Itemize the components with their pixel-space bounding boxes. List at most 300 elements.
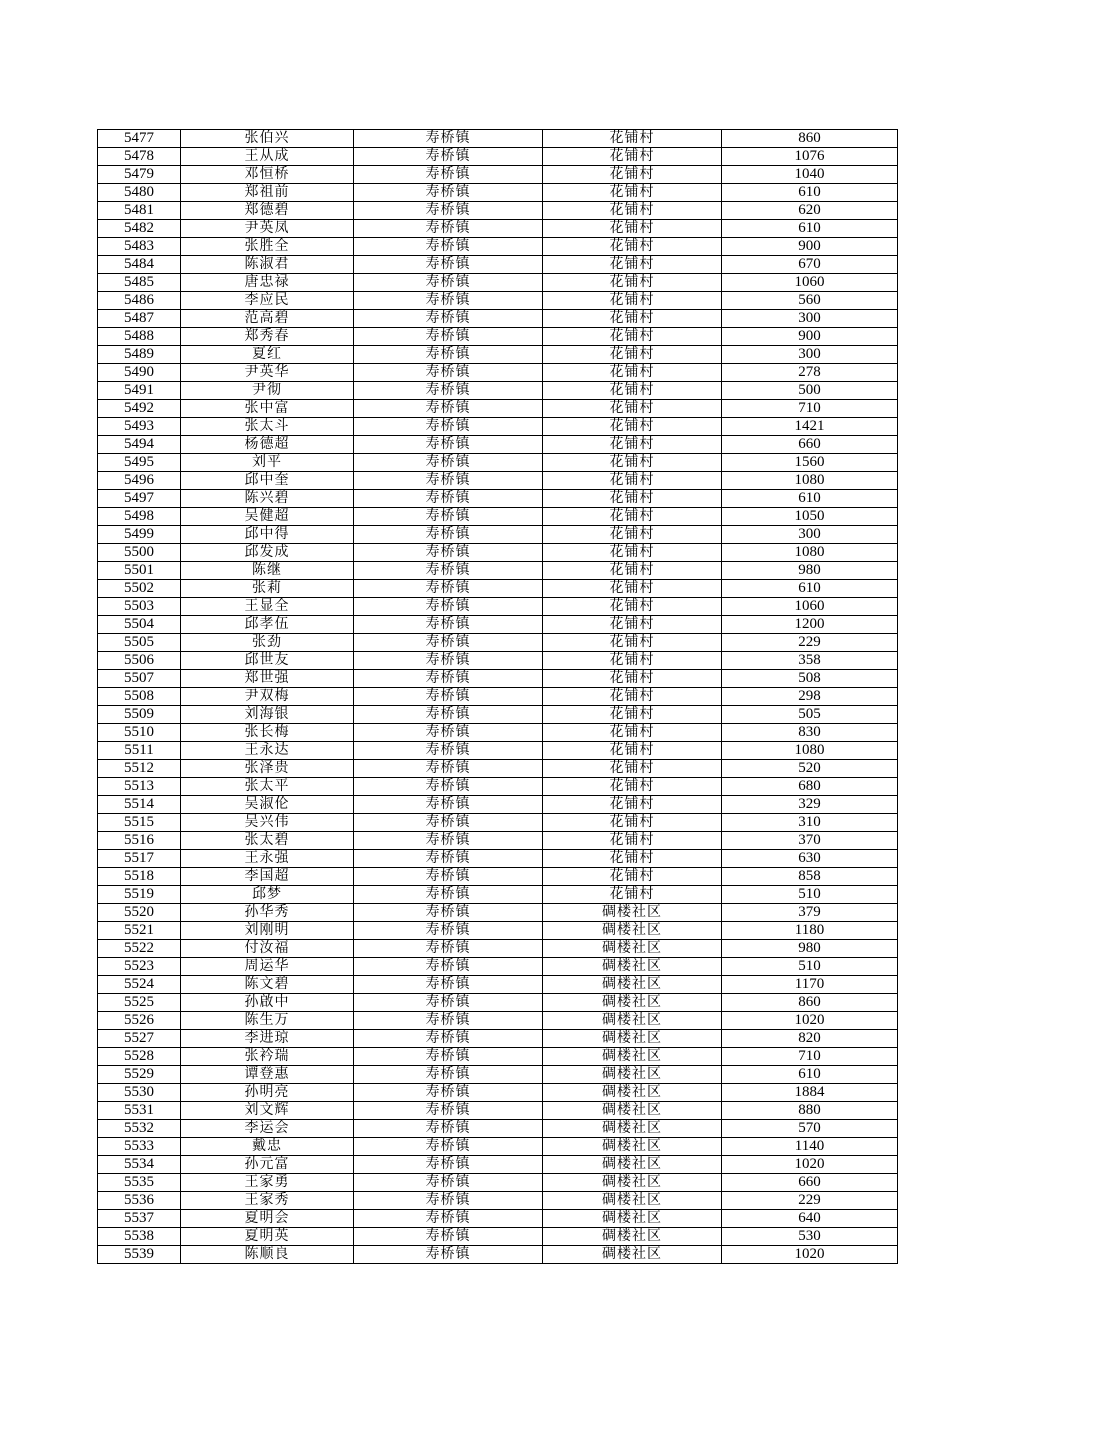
village-cell: 花铺村: [543, 148, 722, 166]
table-row: [98, 472, 898, 490]
row-id-cell: 5515: [98, 814, 181, 832]
town-cell: 寿桥镇: [354, 1084, 543, 1102]
amount-cell: 560: [722, 292, 898, 310]
table-row: [98, 796, 898, 814]
name-cell: 唐忠禄: [181, 274, 354, 292]
amount-cell: 329: [722, 796, 898, 814]
town-cell: 寿桥镇: [354, 598, 543, 616]
table-row: [98, 994, 898, 1012]
village-cell: 花铺村: [543, 436, 722, 454]
town-cell: 寿桥镇: [354, 526, 543, 544]
name-cell: 张太平: [181, 778, 354, 796]
town-cell: 寿桥镇: [354, 220, 543, 238]
name-cell: 张太斗: [181, 418, 354, 436]
table-row: [98, 346, 898, 364]
town-cell: 寿桥镇: [354, 238, 543, 256]
amount-cell: 1080: [722, 472, 898, 490]
name-cell: 付汝福: [181, 940, 354, 958]
name-cell: 孙华秀: [181, 904, 354, 922]
town-cell: 寿桥镇: [354, 328, 543, 346]
table-row: [98, 1156, 898, 1174]
amount-cell: 900: [722, 328, 898, 346]
amount-cell: 1076: [722, 148, 898, 166]
village-cell: 碉楼社区: [543, 1156, 722, 1174]
amount-cell: 229: [722, 634, 898, 652]
table-row: [98, 220, 898, 238]
village-cell: 碉楼社区: [543, 1138, 722, 1156]
table-row: [98, 310, 898, 328]
row-id-cell: 5533: [98, 1138, 181, 1156]
village-cell: 花铺村: [543, 706, 722, 724]
name-cell: 刘文辉: [181, 1102, 354, 1120]
village-cell: 碉楼社区: [543, 1030, 722, 1048]
name-cell: 孙啟中: [181, 994, 354, 1012]
amount-cell: 530: [722, 1228, 898, 1246]
table-row: [98, 922, 898, 940]
table-row: [98, 1012, 898, 1030]
table-row: [98, 688, 898, 706]
amount-cell: 278: [722, 364, 898, 382]
row-id-cell: 5505: [98, 634, 181, 652]
name-cell: 吴淑伦: [181, 796, 354, 814]
village-cell: 碉楼社区: [543, 904, 722, 922]
table-row: [98, 526, 898, 544]
town-cell: 寿桥镇: [354, 1030, 543, 1048]
row-id-cell: 5489: [98, 346, 181, 364]
amount-cell: 1040: [722, 166, 898, 184]
amount-cell: 300: [722, 310, 898, 328]
village-cell: 花铺村: [543, 166, 722, 184]
name-cell: 陈淑君: [181, 256, 354, 274]
name-cell: 张中富: [181, 400, 354, 418]
row-id-cell: 5482: [98, 220, 181, 238]
town-cell: 寿桥镇: [354, 490, 543, 508]
town-cell: 寿桥镇: [354, 400, 543, 418]
village-cell: 花铺村: [543, 832, 722, 850]
table-row: [98, 724, 898, 742]
row-id-cell: 5534: [98, 1156, 181, 1174]
town-cell: 寿桥镇: [354, 1138, 543, 1156]
village-cell: 碉楼社区: [543, 1084, 722, 1102]
name-cell: 吴兴伟: [181, 814, 354, 832]
amount-cell: 610: [722, 580, 898, 598]
village-cell: 花铺村: [543, 256, 722, 274]
name-cell: 张衿瑞: [181, 1048, 354, 1066]
amount-cell: 379: [722, 904, 898, 922]
town-cell: 寿桥镇: [354, 1174, 543, 1192]
amount-cell: 370: [722, 832, 898, 850]
name-cell: 郑世强: [181, 670, 354, 688]
name-cell: 孙元富: [181, 1156, 354, 1174]
row-id-cell: 5519: [98, 886, 181, 904]
village-cell: 花铺村: [543, 454, 722, 472]
row-id-cell: 5500: [98, 544, 181, 562]
row-id-cell: 5504: [98, 616, 181, 634]
village-cell: 碉楼社区: [543, 1102, 722, 1120]
village-cell: 花铺村: [543, 886, 722, 904]
town-cell: 寿桥镇: [354, 148, 543, 166]
amount-cell: 710: [722, 400, 898, 418]
village-cell: 花铺村: [543, 760, 722, 778]
row-id-cell: 5517: [98, 850, 181, 868]
table-row: [98, 1174, 898, 1192]
name-cell: 邱中奎: [181, 472, 354, 490]
row-id-cell: 5531: [98, 1102, 181, 1120]
table-row: [98, 1210, 898, 1228]
row-id-cell: 5512: [98, 760, 181, 778]
row-id-cell: 5520: [98, 904, 181, 922]
town-cell: 寿桥镇: [354, 868, 543, 886]
village-cell: 碉楼社区: [543, 1210, 722, 1228]
amount-cell: 1060: [722, 598, 898, 616]
town-cell: 寿桥镇: [354, 652, 543, 670]
town-cell: 寿桥镇: [354, 1048, 543, 1066]
name-cell: 陈生万: [181, 1012, 354, 1030]
name-cell: 刘刚明: [181, 922, 354, 940]
town-cell: 寿桥镇: [354, 346, 543, 364]
town-cell: 寿桥镇: [354, 382, 543, 400]
table-row: [98, 490, 898, 508]
amount-cell: 1020: [722, 1156, 898, 1174]
table-row: [98, 1246, 898, 1264]
name-cell: 范高碧: [181, 310, 354, 328]
row-id-cell: 5521: [98, 922, 181, 940]
town-cell: 寿桥镇: [354, 562, 543, 580]
amount-cell: 1180: [722, 922, 898, 940]
village-cell: 花铺村: [543, 814, 722, 832]
town-cell: 寿桥镇: [354, 1210, 543, 1228]
name-cell: 邱发成: [181, 544, 354, 562]
village-cell: 花铺村: [543, 526, 722, 544]
town-cell: 寿桥镇: [354, 166, 543, 184]
table-row: [98, 1066, 898, 1084]
row-id-cell: 5486: [98, 292, 181, 310]
village-cell: 花铺村: [543, 580, 722, 598]
row-id-cell: 5539: [98, 1246, 181, 1264]
village-cell: 花铺村: [543, 778, 722, 796]
row-id-cell: 5492: [98, 400, 181, 418]
village-cell: 花铺村: [543, 274, 722, 292]
village-cell: 花铺村: [543, 544, 722, 562]
table-row: [98, 598, 898, 616]
row-id-cell: 5510: [98, 724, 181, 742]
village-cell: 花铺村: [543, 598, 722, 616]
row-id-cell: 5507: [98, 670, 181, 688]
amount-cell: 1050: [722, 508, 898, 526]
name-cell: 陈继: [181, 562, 354, 580]
name-cell: 郑秀春: [181, 328, 354, 346]
table-row: [98, 544, 898, 562]
row-id-cell: 5501: [98, 562, 181, 580]
amount-cell: 610: [722, 220, 898, 238]
row-id-cell: 5535: [98, 1174, 181, 1192]
name-cell: 邱孝伍: [181, 616, 354, 634]
name-cell: 王家秀: [181, 1192, 354, 1210]
amount-cell: 610: [722, 490, 898, 508]
table-row: [98, 958, 898, 976]
town-cell: 寿桥镇: [354, 1012, 543, 1030]
row-id-cell: 5506: [98, 652, 181, 670]
name-cell: 李应民: [181, 292, 354, 310]
village-cell: 花铺村: [543, 508, 722, 526]
name-cell: 王永达: [181, 742, 354, 760]
town-cell: 寿桥镇: [354, 310, 543, 328]
table-row: [98, 616, 898, 634]
town-cell: 寿桥镇: [354, 778, 543, 796]
name-cell: 戴忠: [181, 1138, 354, 1156]
village-cell: 花铺村: [543, 688, 722, 706]
amount-cell: 860: [722, 994, 898, 1012]
table-row: [98, 508, 898, 526]
table-row: [98, 760, 898, 778]
village-cell: 花铺村: [543, 562, 722, 580]
name-cell: 孙明亮: [181, 1084, 354, 1102]
table-row: [98, 634, 898, 652]
name-cell: 夏红: [181, 346, 354, 364]
town-cell: 寿桥镇: [354, 1156, 543, 1174]
amount-cell: 1170: [722, 976, 898, 994]
town-cell: 寿桥镇: [354, 976, 543, 994]
village-cell: 碉楼社区: [543, 1120, 722, 1138]
name-cell: 刘海银: [181, 706, 354, 724]
table-row: [98, 706, 898, 724]
row-id-cell: 5502: [98, 580, 181, 598]
village-cell: 碉楼社区: [543, 922, 722, 940]
table-row: [98, 148, 898, 166]
town-cell: 寿桥镇: [354, 436, 543, 454]
village-cell: 碉楼社区: [543, 976, 722, 994]
row-id-cell: 5494: [98, 436, 181, 454]
amount-cell: 820: [722, 1030, 898, 1048]
table-row: [98, 904, 898, 922]
amount-cell: 500: [722, 382, 898, 400]
amount-cell: 858: [722, 868, 898, 886]
village-cell: 花铺村: [543, 796, 722, 814]
town-cell: 寿桥镇: [354, 958, 543, 976]
table-row: [98, 1228, 898, 1246]
name-cell: 陈顺良: [181, 1246, 354, 1264]
town-cell: 寿桥镇: [354, 454, 543, 472]
town-cell: 寿桥镇: [354, 922, 543, 940]
row-id-cell: 5513: [98, 778, 181, 796]
town-cell: 寿桥镇: [354, 724, 543, 742]
village-cell: 花铺村: [543, 184, 722, 202]
row-id-cell: 5497: [98, 490, 181, 508]
table-row: [98, 1102, 898, 1120]
name-cell: 王从成: [181, 148, 354, 166]
town-cell: 寿桥镇: [354, 886, 543, 904]
amount-cell: 900: [722, 238, 898, 256]
row-id-cell: 5528: [98, 1048, 181, 1066]
village-cell: 花铺村: [543, 634, 722, 652]
town-cell: 寿桥镇: [354, 1066, 543, 1084]
village-cell: 碉楼社区: [543, 1048, 722, 1066]
amount-cell: 1421: [722, 418, 898, 436]
village-cell: 花铺村: [543, 616, 722, 634]
name-cell: 邱梦: [181, 886, 354, 904]
row-id-cell: 5509: [98, 706, 181, 724]
row-id-cell: 5498: [98, 508, 181, 526]
village-cell: 花铺村: [543, 868, 722, 886]
amount-cell: 830: [722, 724, 898, 742]
row-id-cell: 5538: [98, 1228, 181, 1246]
village-cell: 花铺村: [543, 490, 722, 508]
town-cell: 寿桥镇: [354, 1102, 543, 1120]
village-cell: 花铺村: [543, 652, 722, 670]
village-cell: 花铺村: [543, 220, 722, 238]
row-id-cell: 5516: [98, 832, 181, 850]
name-cell: 张莉: [181, 580, 354, 598]
table-row: [98, 562, 898, 580]
village-cell: 碉楼社区: [543, 1174, 722, 1192]
name-cell: 郑祖前: [181, 184, 354, 202]
table-row: [98, 1084, 898, 1102]
name-cell: 邱中得: [181, 526, 354, 544]
village-cell: 花铺村: [543, 238, 722, 256]
village-cell: 花铺村: [543, 472, 722, 490]
row-id-cell: 5527: [98, 1030, 181, 1048]
table-row: [98, 742, 898, 760]
row-id-cell: 5487: [98, 310, 181, 328]
row-id-cell: 5480: [98, 184, 181, 202]
village-cell: 碉楼社区: [543, 1012, 722, 1030]
town-cell: 寿桥镇: [354, 544, 543, 562]
roster-table: [97, 129, 898, 1264]
row-id-cell: 5503: [98, 598, 181, 616]
row-id-cell: 5490: [98, 364, 181, 382]
town-cell: 寿桥镇: [354, 634, 543, 652]
village-cell: 碉楼社区: [543, 1228, 722, 1246]
name-cell: 张太碧: [181, 832, 354, 850]
name-cell: 夏明会: [181, 1210, 354, 1228]
town-cell: 寿桥镇: [354, 796, 543, 814]
amount-cell: 510: [722, 958, 898, 976]
amount-cell: 1080: [722, 742, 898, 760]
row-id-cell: 5479: [98, 166, 181, 184]
town-cell: 寿桥镇: [354, 130, 543, 148]
town-cell: 寿桥镇: [354, 364, 543, 382]
table-row: [98, 454, 898, 472]
amount-cell: 880: [722, 1102, 898, 1120]
name-cell: 尹彻: [181, 382, 354, 400]
row-id-cell: 5508: [98, 688, 181, 706]
town-cell: 寿桥镇: [354, 742, 543, 760]
name-cell: 刘平: [181, 454, 354, 472]
village-cell: 花铺村: [543, 382, 722, 400]
name-cell: 张长梅: [181, 724, 354, 742]
name-cell: 王显全: [181, 598, 354, 616]
amount-cell: 1060: [722, 274, 898, 292]
table-row: [98, 238, 898, 256]
table-row: [98, 202, 898, 220]
name-cell: 郑德碧: [181, 202, 354, 220]
amount-cell: 1884: [722, 1084, 898, 1102]
table-row: [98, 814, 898, 832]
town-cell: 寿桥镇: [354, 850, 543, 868]
town-cell: 寿桥镇: [354, 760, 543, 778]
name-cell: 尹英凤: [181, 220, 354, 238]
village-cell: 花铺村: [543, 292, 722, 310]
village-cell: 花铺村: [543, 850, 722, 868]
table-row: [98, 130, 898, 148]
table-row: [98, 1030, 898, 1048]
amount-cell: 1080: [722, 544, 898, 562]
table-row: [98, 832, 898, 850]
amount-cell: 680: [722, 778, 898, 796]
row-id-cell: 5485: [98, 274, 181, 292]
town-cell: 寿桥镇: [354, 1120, 543, 1138]
row-id-cell: 5526: [98, 1012, 181, 1030]
table-row: [98, 1138, 898, 1156]
village-cell: 碉楼社区: [543, 1066, 722, 1084]
row-id-cell: 5529: [98, 1066, 181, 1084]
amount-cell: 508: [722, 670, 898, 688]
amount-cell: 980: [722, 940, 898, 958]
village-cell: 花铺村: [543, 364, 722, 382]
table-row: [98, 166, 898, 184]
amount-cell: 670: [722, 256, 898, 274]
row-id-cell: 5484: [98, 256, 181, 274]
table-row: [98, 850, 898, 868]
town-cell: 寿桥镇: [354, 994, 543, 1012]
name-cell: 陈兴碧: [181, 490, 354, 508]
amount-cell: 1200: [722, 616, 898, 634]
amount-cell: 620: [722, 202, 898, 220]
amount-cell: 570: [722, 1120, 898, 1138]
name-cell: 王永强: [181, 850, 354, 868]
row-id-cell: 5511: [98, 742, 181, 760]
row-id-cell: 5532: [98, 1120, 181, 1138]
table-row: [98, 292, 898, 310]
row-id-cell: 5493: [98, 418, 181, 436]
table-row: [98, 400, 898, 418]
row-id-cell: 5524: [98, 976, 181, 994]
row-id-cell: 5537: [98, 1210, 181, 1228]
town-cell: 寿桥镇: [354, 256, 543, 274]
row-id-cell: 5518: [98, 868, 181, 886]
table-row: [98, 670, 898, 688]
name-cell: 杨德超: [181, 436, 354, 454]
village-cell: 花铺村: [543, 328, 722, 346]
row-id-cell: 5514: [98, 796, 181, 814]
name-cell: 李进琼: [181, 1030, 354, 1048]
town-cell: 寿桥镇: [354, 274, 543, 292]
table-row: [98, 778, 898, 796]
name-cell: 张泽贵: [181, 760, 354, 778]
name-cell: 谭登惠: [181, 1066, 354, 1084]
town-cell: 寿桥镇: [354, 1228, 543, 1246]
amount-cell: 310: [722, 814, 898, 832]
name-cell: 吴健超: [181, 508, 354, 526]
table-row: [98, 256, 898, 274]
row-id-cell: 5522: [98, 940, 181, 958]
town-cell: 寿桥镇: [354, 184, 543, 202]
town-cell: 寿桥镇: [354, 904, 543, 922]
village-cell: 花铺村: [543, 670, 722, 688]
name-cell: 张胜全: [181, 238, 354, 256]
village-cell: 碉楼社区: [543, 994, 722, 1012]
town-cell: 寿桥镇: [354, 418, 543, 436]
amount-cell: 860: [722, 130, 898, 148]
amount-cell: 660: [722, 436, 898, 454]
amount-cell: 1560: [722, 454, 898, 472]
name-cell: 李国超: [181, 868, 354, 886]
town-cell: 寿桥镇: [354, 814, 543, 832]
amount-cell: 505: [722, 706, 898, 724]
name-cell: 王家勇: [181, 1174, 354, 1192]
town-cell: 寿桥镇: [354, 1246, 543, 1264]
amount-cell: 660: [722, 1174, 898, 1192]
